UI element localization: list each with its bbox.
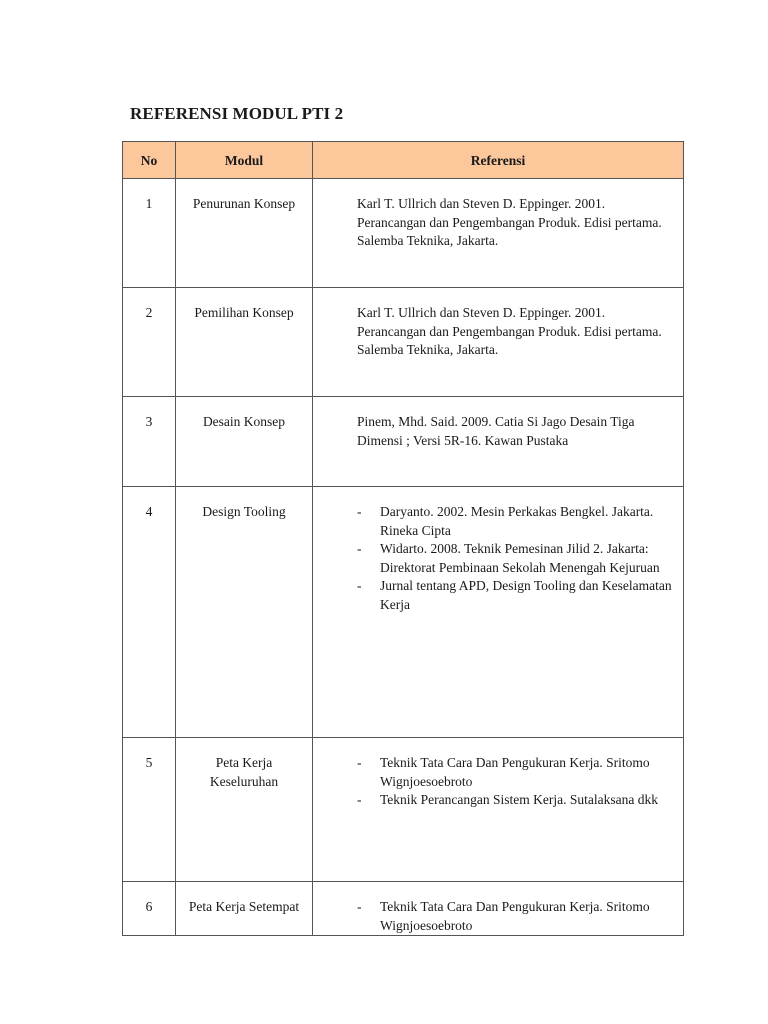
row-number: 3 — [123, 397, 176, 487]
module-name: Peta Kerja Keseluruhan — [176, 738, 313, 882]
reference-list-cell — [313, 738, 684, 882]
reference-text: Karl T. Ullrich dan Steven D. Eppinger. 2001. Perancangan dan Pengembangan Produk. Edisi pertama. Salemba Teknika, Jakarta. — [313, 179, 684, 288]
module-name: Peta Kerja Setempat — [176, 882, 313, 936]
row-number: 1 — [123, 179, 176, 288]
reference-list-item: - Teknik Perancangan Sistem Kerja. Sutalaksana dkk — [357, 791, 677, 810]
reference-list-item: - Jurnal tentang APD, Design Tooling dan Keselamatan Kerja — [357, 577, 677, 614]
row-number: 5 — [123, 738, 176, 882]
header-referensi: Referensi — [313, 142, 684, 179]
reference-list-cell — [313, 487, 684, 738]
table-row — [123, 397, 684, 487]
row-number: 4 — [123, 487, 176, 738]
table-row — [123, 288, 684, 397]
header-modul: Modul — [176, 142, 313, 179]
reference-table — [122, 141, 684, 936]
header-no: No — [123, 142, 176, 179]
table-row — [123, 487, 684, 738]
row-number: 2 — [123, 288, 176, 397]
table-row — [123, 882, 684, 936]
reference-list-item: - Teknik Tata Cara Dan Pengukuran Kerja. Sritomo Wignjoesoebroto — [357, 754, 677, 791]
page-title: REFERENSI MODUL PTI 2 — [130, 104, 344, 123]
module-name: Pemilihan Konsep — [176, 288, 313, 397]
module-name: Design Tooling — [176, 487, 313, 738]
reference-list — [357, 503, 677, 614]
reference-list-item: - Teknik Tata Cara Dan Pengukuran Kerja. Sritomo Wignjoesoebroto — [357, 898, 677, 935]
reference-list-cell — [313, 882, 684, 936]
row-number: 6 — [123, 882, 176, 936]
table-header-row — [123, 142, 684, 179]
reference-text: Pinem, Mhd. Said. 2009. Catia Si Jago Desain Tiga Dimensi ; Versi 5R-16. Kawan Pustaka — [313, 397, 684, 487]
reference-list — [357, 754, 677, 810]
table-row — [123, 738, 684, 882]
reference-list-item: - Widarto. 2008. Teknik Pemesinan Jilid 2. Jakarta: Direktorat Pembinaan Sekolah Menengah Kejuruan — [357, 540, 677, 577]
module-name: Desain Konsep — [176, 397, 313, 487]
reference-text: Karl T. Ullrich dan Steven D. Eppinger. 2001. Perancangan dan Pengembangan Produk. Edisi pertama. Salemba Teknika, Jakarta. — [313, 288, 684, 397]
reference-list — [357, 898, 677, 935]
table-row — [123, 179, 684, 288]
module-name: Penurunan Konsep — [176, 179, 313, 288]
reference-list-item: - Daryanto. 2002. Mesin Perkakas Bengkel. Jakarta. Rineka Cipta — [357, 503, 677, 540]
